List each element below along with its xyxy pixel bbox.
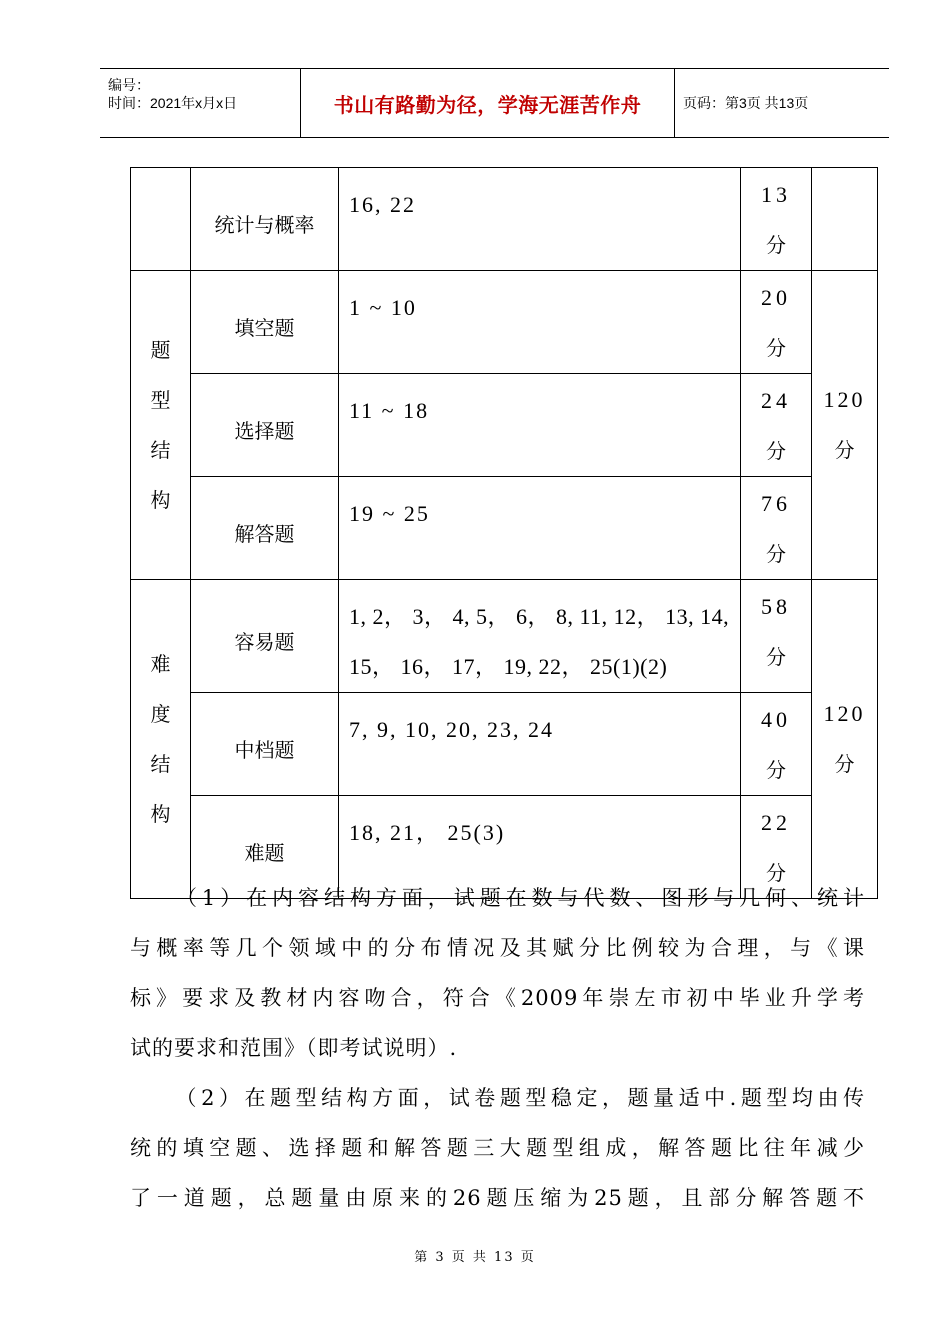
paragraph-content-structure <box>130 873 865 1073</box>
total-cell <box>812 271 878 580</box>
points-unit: 分 <box>766 542 786 566</box>
paragraph-line <box>130 923 865 973</box>
question-numbers-cell: 1 ~ 10 <box>339 271 741 374</box>
points-unit: 分 <box>766 233 786 257</box>
line-text: 了一道题，总题量由原来的26题压缩为25题，且部分解答题不 <box>130 1186 865 1210</box>
points-unit: 分 <box>766 645 786 669</box>
table-row <box>131 168 878 271</box>
question-numbers-cell: 1, 2， 3， 4, 5， 6， 8, 11, 12， 13, 14, 15， 16， 17， 19, 22， 25(1)(2) <box>339 580 741 693</box>
category-type-structure <box>131 271 191 580</box>
score-distribution-table <box>130 167 878 899</box>
category-char: 结 <box>150 752 171 776</box>
paragraph-line <box>130 873 865 923</box>
category-char: 度 <box>150 702 171 726</box>
serial-label: 编号： <box>108 77 150 93</box>
points-cell <box>741 168 812 271</box>
paragraph-line <box>130 1123 865 1173</box>
total-value: 120 <box>823 387 866 412</box>
line-text: （2）在题型结构方面，试卷题型稳定，题量适中.题型均由传 <box>172 1086 865 1110</box>
points-unit: 分 <box>766 758 786 782</box>
paragraph-line <box>130 1173 865 1223</box>
question-numbers-cell: 18, 21， 25(3) <box>339 796 741 899</box>
header-motto: 书山有路勤为径，学海无涯苦作舟 <box>301 69 675 137</box>
category-char: 构 <box>150 802 171 826</box>
header-meta <box>100 69 301 137</box>
total-unit: 分 <box>834 438 855 462</box>
paragraph-type-structure <box>130 1073 865 1223</box>
category-char: 结 <box>150 438 171 462</box>
points-unit: 分 <box>766 439 786 463</box>
table-row <box>131 477 878 580</box>
points-value: 40 <box>761 707 791 732</box>
category-char: 型 <box>150 388 171 412</box>
time-label: 时间：2021年x月x日 <box>108 95 238 111</box>
points-value: 20 <box>761 285 791 310</box>
points-cell <box>741 580 812 693</box>
table-row <box>131 374 878 477</box>
category-char: 题 <box>150 338 171 362</box>
line-text: 与概率等几个领域中的分布情况及其赋分比例较为合理，与《课 <box>130 936 865 960</box>
subcategory-cell: 难题 <box>191 796 339 899</box>
category-char: 构 <box>150 488 171 512</box>
subcategory-cell: 解答题 <box>191 477 339 580</box>
points-value: 24 <box>761 388 791 413</box>
points-unit: 分 <box>766 861 786 885</box>
category-difficulty-structure <box>131 580 191 899</box>
points-value: 13 <box>761 182 791 207</box>
table-row <box>131 580 878 693</box>
line-text: 统的填空题、选择题和解答题三大题型组成，解答题比往年减少 <box>130 1136 865 1160</box>
subcategory-cell: 容易题 <box>191 580 339 693</box>
paragraph-line <box>130 1073 865 1123</box>
page-header <box>100 68 889 138</box>
points-value: 22 <box>761 810 791 835</box>
question-numbers-cell: 19 ~ 25 <box>339 477 741 580</box>
line-text: 试的要求和范围》（即考试说明）. <box>130 1036 458 1060</box>
line-text: 标》要求及教材内容吻合，符合《2009年崇左市初中毕业升学考 <box>130 986 865 1010</box>
line-text: （1）在内容结构方面，试题在数与代数、图形与几何、统计 <box>172 886 865 910</box>
points-value: 76 <box>761 491 791 516</box>
page-footer: 第 3 页 共 13 页 <box>414 1250 536 1265</box>
subcategory-cell: 统计与概率 <box>191 168 339 271</box>
points-cell <box>741 477 812 580</box>
subcategory-cell: 填空题 <box>191 271 339 374</box>
total-cell <box>812 168 878 271</box>
table-row <box>131 693 878 796</box>
question-numbers-cell: 11 ~ 18 <box>339 374 741 477</box>
header-page-info: 页码：第3页 共13页 <box>683 95 809 111</box>
paragraph-line <box>130 973 865 1023</box>
subcategory-cell: 中档题 <box>191 693 339 796</box>
total-unit: 分 <box>834 752 855 776</box>
subcategory-cell: 选择题 <box>191 374 339 477</box>
points-value: 58 <box>761 594 791 619</box>
category-cell <box>131 168 191 271</box>
paragraph-line <box>130 1023 865 1073</box>
points-cell <box>741 693 812 796</box>
points-cell <box>741 271 812 374</box>
points-cell <box>741 374 812 477</box>
category-char: 难 <box>150 652 171 676</box>
total-value: 120 <box>823 701 866 726</box>
table-row <box>131 271 878 374</box>
total-cell <box>812 580 878 899</box>
question-numbers-cell: 16, 22 <box>339 168 741 271</box>
question-numbers-cell: 7, 9, 10, 20, 23, 24 <box>339 693 741 796</box>
points-unit: 分 <box>766 336 786 360</box>
